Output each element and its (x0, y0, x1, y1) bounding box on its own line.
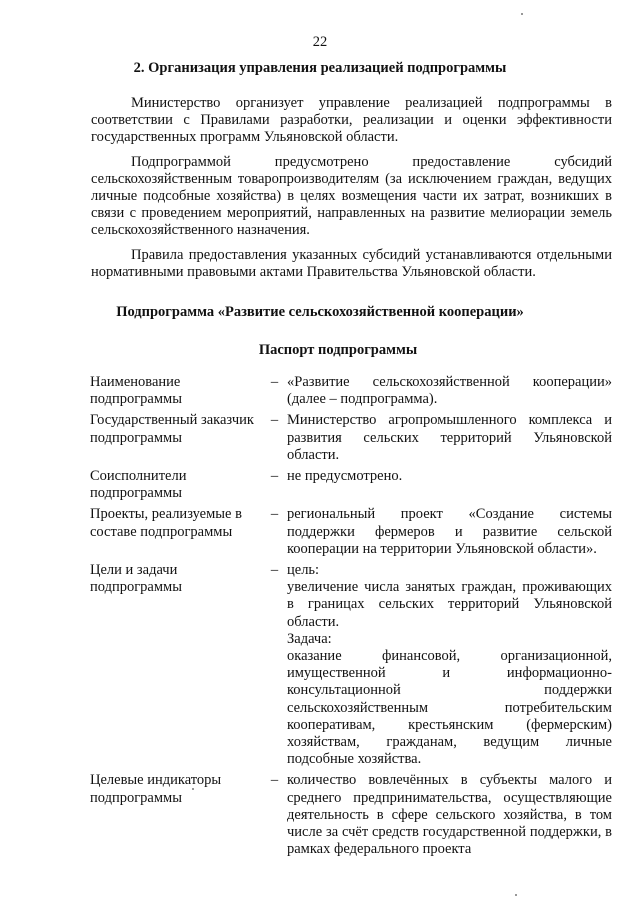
row-value: количество вовлечённых в субъекты малого и среднего предпринимательства, осуществляющие деятельность в сфере сельского хозяйства, в том числе за счёт средств государственной поддержки, в рамках федерального проекта (287, 772, 612, 858)
passport-row-projects (90, 506, 612, 558)
goal-text: увеличение числа занятых граждан, проживающих в границах сельских территорий Ульяновской области. (287, 579, 612, 630)
row-label: Наименование подпрограммы (90, 374, 182, 408)
section-title: 2. Организация управления реализацией подпрограммы (133, 60, 507, 76)
scan-speck (515, 894, 517, 896)
task-text: оказание финансовой, организационной, имущественной и информационно-консультационной поддержки сельскохозяйственным потребительским кооперативам, крестьянским (фермерским) хозяйствам, гражданам, ведущим личные подсобные хозяйства. (287, 648, 612, 768)
passport-title: Паспорт подпрограммы (258, 342, 418, 358)
scan-speck (192, 788, 194, 790)
row-dash: – (270, 506, 279, 523)
page-number: 22 (312, 34, 328, 50)
body-text (91, 95, 612, 288)
row-dash: – (270, 772, 279, 789)
paragraph: Правила предоставления указанных субсидий устанавливаются отдельными нормативными правовыми актами Правительства Ульяновской области. (91, 246, 612, 280)
row-value: региональный проект «Создание системы поддержки фермеров и развитие сельской кооперации на территории Ульяновской области». (287, 506, 612, 557)
row-label: Цели и задачи подпрограммы (90, 562, 182, 596)
scan-speck (521, 13, 523, 15)
goal-heading: цель: (287, 562, 320, 579)
passport-row-indicators (90, 772, 612, 858)
row-label: Проекты, реализуемые в составе подпрограммы (90, 506, 242, 540)
row-value: не предусмотрено. (287, 468, 403, 485)
row-label: Целевые индикаторы подпрограммы (90, 772, 222, 806)
row-label: Соисполнители подпрограммы (90, 468, 187, 502)
row-value (287, 562, 612, 768)
row-dash: – (270, 468, 279, 485)
row-value: «Развитие сельскохозяйственной кооперации» (далее – подпрограмма). (287, 374, 612, 408)
paragraph: Подпрограммой предусмотрено предоставление субсидий сельскохозяйственным товаропроизводителям (за исключением граждан, ведущих личные подсобные хозяйства) в целях возмещения части их затрат, возникших в связи с проведением мероприятий, направленных на развитие мелиорации земель сельскохозяйственного назначения. (91, 153, 612, 239)
row-dash: – (270, 412, 279, 429)
task-heading: Задача: (287, 630, 332, 647)
passport-row-name (90, 374, 612, 408)
paragraph: Министерство организует управление реализацией подпрограммы в соответствии с Правилами разработки, реализации и оценки эффективности государственных программ Ульяновской области. (91, 95, 612, 146)
passport-row-customer (90, 412, 612, 464)
row-dash: – (270, 374, 279, 390)
row-label: Государственный заказчик подпрограммы (90, 412, 254, 446)
passport-table (90, 374, 612, 862)
passport-row-goals (90, 562, 612, 768)
passport-row-coexecutors (90, 468, 612, 502)
subprogram-title: Подпрограмма «Развитие сельскохозяйственной кооперации» (116, 304, 524, 320)
row-dash: – (270, 562, 279, 579)
row-value: Министерство агропромышленного комплекса и развития сельских территорий Ульяновской области. (287, 412, 612, 463)
